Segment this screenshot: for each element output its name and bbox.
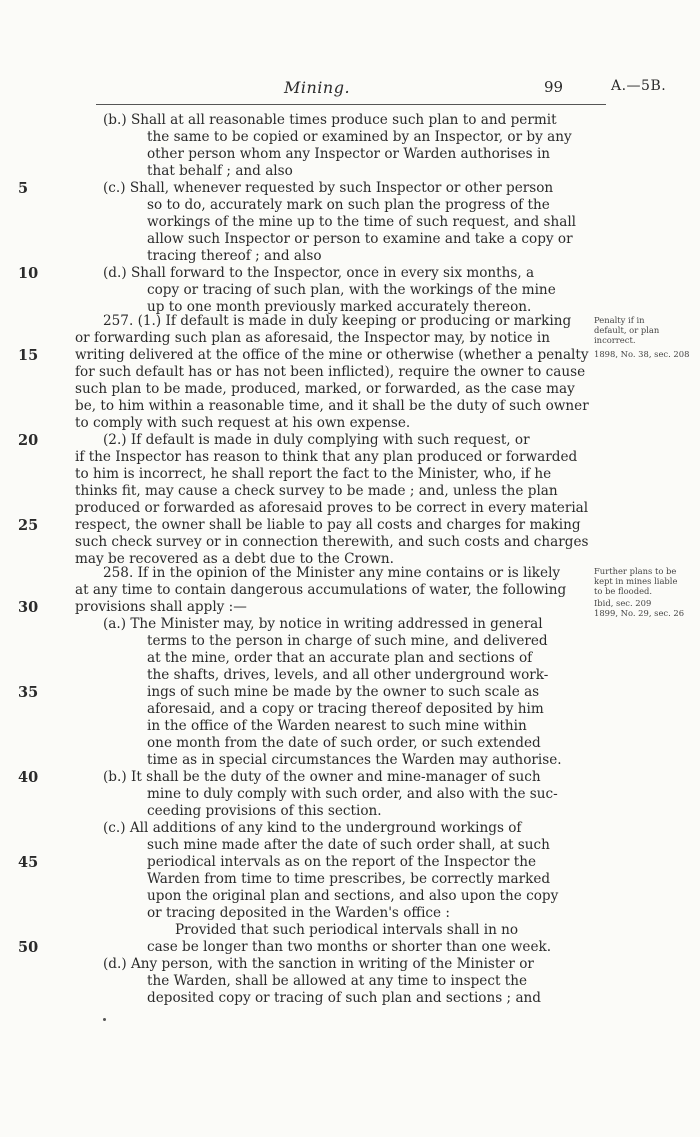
text-line: workings of the mine up to the time of such request, and shall bbox=[147, 214, 577, 230]
text-line: such check survey or in connection therewith, and such costs and charges bbox=[75, 534, 589, 550]
text-line: the Warden, shall be allowed at any time to inspect the bbox=[147, 973, 527, 989]
margin-note-citation: 1898, No. 38, sec. 208 bbox=[594, 349, 690, 359]
text-line: or tracing deposited in the Warden's office : bbox=[147, 905, 450, 921]
text-line: other person whom any Inspector or Warden authorises in bbox=[147, 146, 551, 162]
text-line: Warden from time to time prescribes, be correctly marked bbox=[147, 871, 551, 887]
text-line: the same to be copied or examined by an Inspector, or by any bbox=[147, 129, 572, 145]
margin-note: Further plans to be bbox=[594, 566, 677, 576]
text-line: (c.) All additions of any kind to the underground workings of bbox=[103, 820, 522, 836]
text-line: provisions shall apply :— bbox=[75, 599, 247, 615]
text-line: to him is incorrect, he shall report the fact to the Minister, who, if he bbox=[75, 466, 552, 482]
text-line: (d.) Shall forward to the Inspector, once in every six months, a bbox=[103, 265, 535, 281]
text-line: deposited copy or tracing of such plan and sections ; and bbox=[147, 990, 542, 1006]
text-line: to comply with such request at his own expense. bbox=[75, 415, 411, 431]
section-257-line: 257. (1.) If default is made in duly keeping or producing or marking bbox=[103, 313, 572, 329]
text-line: in the office of the Warden nearest to such mine within bbox=[147, 718, 527, 734]
text-line: up to one month previously marked accurately thereon. bbox=[147, 299, 532, 315]
text-line: at any time to contain dangerous accumulations of water, the following bbox=[75, 582, 567, 598]
margin-note-citation: 1899, No. 29, sec. 26 bbox=[594, 608, 685, 618]
proviso-line: Provided that such periodical intervals shall in no bbox=[175, 922, 519, 938]
text-line: that behalf ; and also bbox=[147, 163, 293, 179]
text-line: so to do, accurately mark on such plan the progress of the bbox=[147, 197, 550, 213]
text-line: case be longer than two months or shorter than one week. bbox=[147, 939, 552, 955]
line-number: 10 bbox=[18, 265, 39, 282]
text-line: allow such Inspector or person to examine and take a copy or bbox=[147, 231, 573, 247]
text-line: for such default has or has not been inflicted), require the owner to cause bbox=[75, 364, 586, 380]
line-number: 40 bbox=[18, 769, 39, 786]
text-line: (b.) It shall be the duty of the owner and mine-manager of such bbox=[103, 769, 541, 785]
text-line: such plan to be made, produced, marked, or forwarded, as the case may bbox=[75, 381, 575, 397]
text-line: (d.) Any person, with the sanction in writing of the Minister or bbox=[103, 956, 534, 972]
text-line: the shafts, drives, levels, and all other underground work- bbox=[147, 667, 549, 683]
text-line: at the mine, order that an accurate plan and sections of bbox=[147, 650, 533, 666]
text-line: time as in special circumstances the Warden may authorise. bbox=[147, 752, 562, 768]
text-line: upon the original plan and sections, and also upon the copy bbox=[147, 888, 559, 904]
text-line: aforesaid, and a copy or tracing thereof deposited by him bbox=[147, 701, 544, 717]
margin-note: kept in mines liable bbox=[594, 576, 678, 586]
header-rule bbox=[96, 104, 606, 105]
text-line: be, to him within a reasonable time, and it shall be the duty of such owner bbox=[75, 398, 589, 414]
ink-speck bbox=[103, 1018, 106, 1021]
text-line: ings of such mine be made by the owner to such scale as bbox=[147, 684, 540, 700]
text-line: mine to duly comply with such order, and also with the suc- bbox=[147, 786, 558, 802]
text-line: tracing thereof ; and also bbox=[147, 248, 322, 264]
text-line: or forwarding such plan as aforesaid, the Inspector may, by notice in bbox=[75, 330, 551, 346]
running-title: Mining. bbox=[284, 78, 351, 97]
margin-note: to be flooded. bbox=[594, 586, 653, 596]
text-line: (a.) The Minister may, by notice in writing addressed in general bbox=[103, 616, 543, 632]
margin-note: default, or plan bbox=[594, 325, 660, 335]
text-line: (2.) If default is made in duly complying with such request, or bbox=[103, 432, 530, 448]
text-line: ceeding provisions of this section. bbox=[147, 803, 382, 819]
line-number: 45 bbox=[18, 854, 39, 871]
document-reference: A.—5B. bbox=[611, 78, 667, 94]
line-number: 35 bbox=[18, 684, 39, 701]
margin-note: Penalty if in bbox=[594, 315, 645, 325]
text-line: writing delivered at the office of the mine or otherwise (whether a penalty bbox=[75, 347, 589, 363]
text-line: copy or tracing of such plan, with the workings of the mine bbox=[147, 282, 556, 298]
line-number: 50 bbox=[18, 939, 39, 956]
text-line: terms to the person in charge of such mine, and delivered bbox=[147, 633, 548, 649]
margin-note-citation: Ibid, sec. 209 bbox=[594, 598, 652, 608]
text-line: may be recovered as a debt due to the Crown. bbox=[75, 551, 394, 567]
page-number: 99 bbox=[544, 78, 564, 96]
text-line: periodical intervals as on the report of the Inspector the bbox=[147, 854, 537, 870]
line-number: 15 bbox=[18, 347, 39, 364]
text-line: (c.) Shall, whenever requested by such Inspector or other person bbox=[103, 180, 554, 196]
text-line: produced or forwarded as aforesaid proves to be correct in every material bbox=[75, 500, 589, 516]
line-number: 30 bbox=[18, 599, 39, 616]
text-line: thinks fit, may cause a check survey to be made ; and, unless the plan bbox=[75, 483, 558, 499]
line-number: 5 bbox=[18, 180, 29, 197]
line-number: 20 bbox=[18, 432, 39, 449]
text-line: such mine made after the date of such order shall, at such bbox=[147, 837, 550, 853]
text-line: respect, the owner shall be liable to pay all costs and charges for making bbox=[75, 517, 581, 533]
line-number: 25 bbox=[18, 517, 39, 534]
text-line: if the Inspector has reason to think that any plan produced or forwarded bbox=[75, 449, 578, 465]
margin-note: incorrect. bbox=[594, 335, 636, 345]
section-258-line: 258. If in the opinion of the Minister any mine contains or is likely bbox=[103, 565, 561, 581]
text-line: one month from the date of such order, or such extended bbox=[147, 735, 541, 751]
text-line: (b.) Shall at all reasonable times produce such plan to and permit bbox=[103, 112, 557, 128]
